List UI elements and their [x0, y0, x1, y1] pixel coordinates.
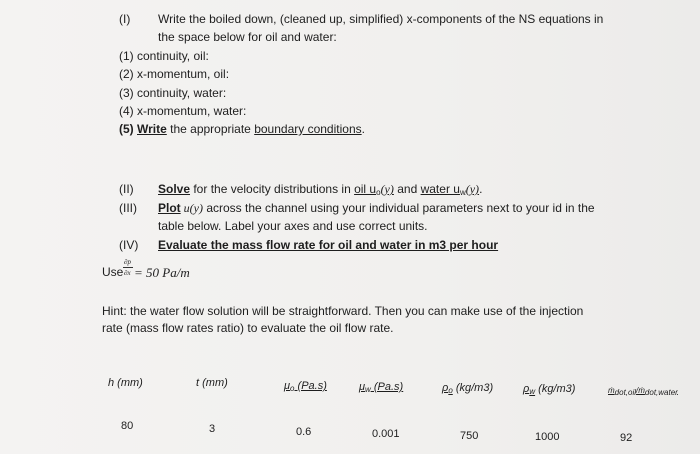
item-1: (1) continuity, oil:: [119, 49, 209, 63]
part2-verb: Solve: [158, 182, 191, 196]
water-velocity: water $u_w(y)$: [420, 182, 480, 197]
fraction-denominator: ∂x: [124, 269, 131, 277]
item-5-num: (5): [119, 122, 137, 136]
part-label: (I): [119, 12, 131, 26]
cell-rho-oil: 750: [460, 430, 479, 442]
hint-line1: Hint: the water flow solution will be straightforward. Then you can make use of the injection: [102, 304, 584, 318]
header-mu-oil: $\mu_o$ (Pa.s): [284, 380, 327, 393]
part3-line2: table below. Label your axes and use correct units.: [158, 219, 428, 233]
header-rho-water: $\rho_w$ (kg/m3): [523, 383, 576, 396]
part1-line2: the space below for oil and water:: [158, 30, 337, 44]
header-rho-oil: $\rho_o$ (kg/m3): [442, 382, 494, 395]
item-5-verb: Write: [137, 122, 167, 136]
item-4: (4) x-momentum, water:: [119, 104, 247, 118]
part4-text: Evaluate the mass flow rate for oil and water in m3 per hour: [158, 238, 499, 252]
item-5-end: .: [361, 122, 365, 136]
cell-mu-water: 0.001: [372, 428, 400, 440]
cell-t: 3: [209, 423, 216, 435]
part-label: (III): [119, 201, 137, 215]
item-5-mid: the appropriate: [166, 122, 255, 136]
use-prefix: Use: [102, 265, 124, 279]
cell-mu-oil: 0.6: [296, 426, 312, 438]
pressure-gradient-value: = 50 Pa/m: [134, 265, 190, 280]
part-label: (II): [119, 182, 134, 196]
item-3: (3) continuity, water:: [119, 86, 227, 100]
cell-mass-ratio: 92: [620, 432, 633, 444]
fraction-bar: [123, 267, 133, 268]
part3-verb: Plot: [158, 201, 181, 215]
header-t: t (mm): [196, 377, 228, 389]
fraction-numerator: ∂p: [124, 258, 131, 266]
item-2: (2) x-momentum, oil:: [119, 67, 230, 81]
part3-line1: Plot u(y) across the channel using your individual parameters next to your id in the: [158, 201, 595, 215]
cell-h: 80: [121, 420, 134, 432]
hint-line2: rate (mass flow rates ratio) to evaluate the oil flow rate.: [102, 321, 394, 335]
oil-velocity: oil $u_o(y)$: [354, 182, 394, 197]
cell-rho-water: 1000: [535, 431, 560, 443]
part1-line1: Write the boiled down, (cleaned up, simplified) x-components of the NS equations in: [158, 12, 604, 26]
part2-line: Solve for the velocity distributions in oil $u_o(y)$ and water $u_w(y)$.: [158, 182, 483, 197]
item-5: [119, 122, 365, 137]
header-mass-ratio: ṁdot,oil/ṁdot,water: [608, 386, 678, 397]
part2-text: for the velocity distributions in: [190, 182, 355, 196]
item-5-link: boundary conditions: [254, 122, 362, 136]
part3-expr: u(y): [180, 201, 203, 215]
header-mu-water: $\mu_w$ (Pa.s): [359, 381, 404, 394]
header-h: h (mm): [108, 377, 143, 389]
part-label: (IV): [119, 238, 139, 252]
